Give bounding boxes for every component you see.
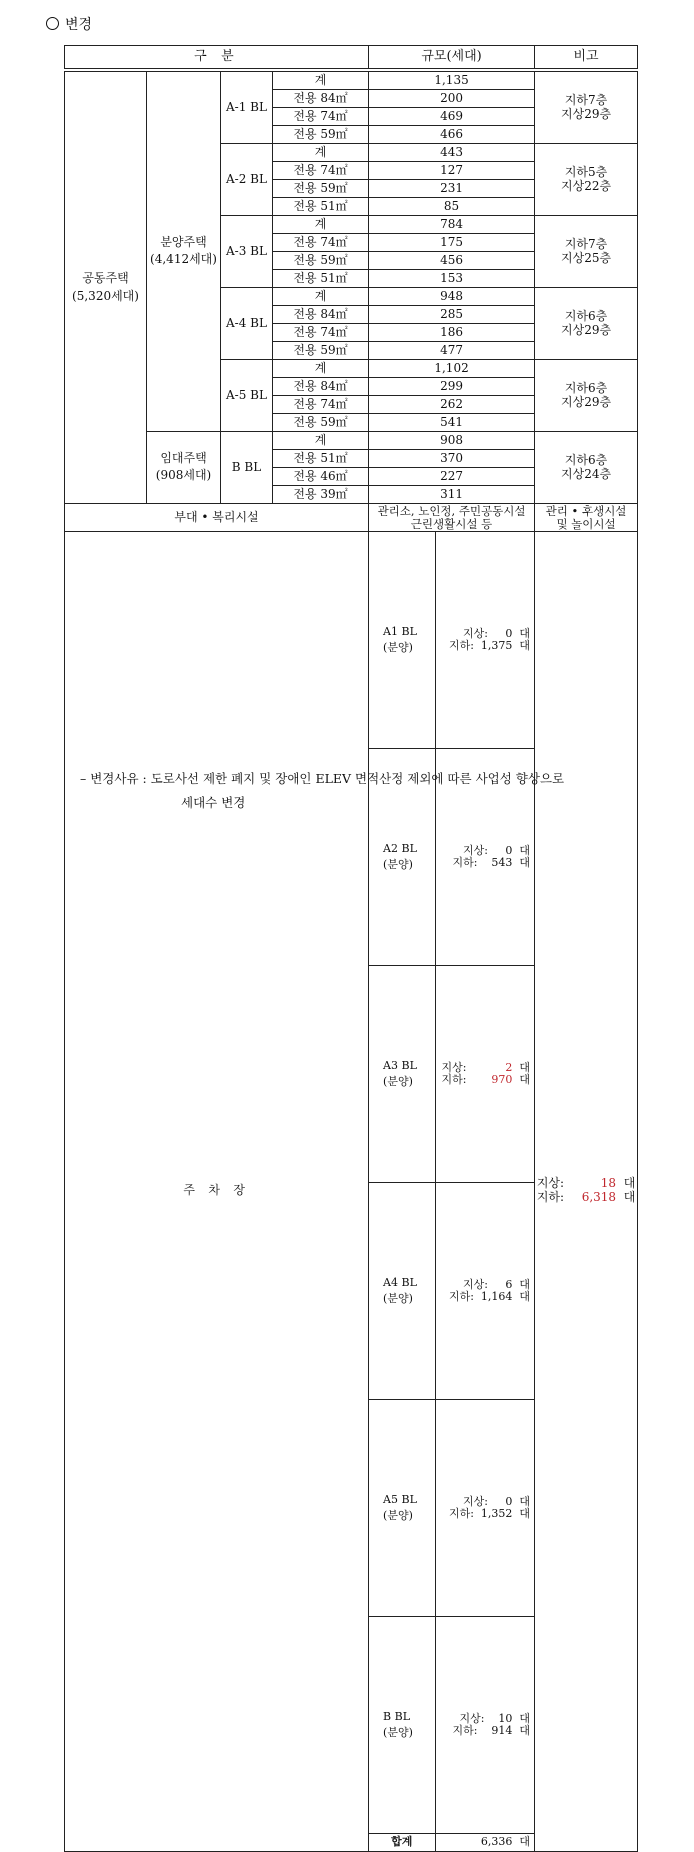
unit-count: 908 (369, 432, 535, 450)
unit-count: 285 (369, 306, 535, 324)
reason-line-2: 세대수 변경 (181, 794, 246, 810)
housing-type-cell: 공동주택 (5,320세대) (65, 72, 147, 504)
block-name: A-1 BL (221, 72, 273, 144)
unit-count: 299 (369, 378, 535, 396)
unit-type: 전용 39㎡ (273, 486, 369, 504)
parking-block-row: A5 BL (분양) 지상: 0 대 지하: 1,352 대 (369, 1400, 534, 1617)
unit-type: 전용 51㎡ (273, 270, 369, 288)
unit-type: 전용 74㎡ (273, 396, 369, 414)
block-note: 지하6층 지상24층 (535, 432, 638, 504)
sale-group-cell: 분양주택 (4,412세대) (147, 72, 221, 432)
circle-bullet-icon (46, 17, 59, 30)
header-division: 구 분 (65, 46, 369, 69)
unit-type: 계 (273, 144, 369, 162)
unit-count: 541 (369, 414, 535, 432)
unit-count: 370 (369, 450, 535, 468)
parking-total-label: 합계 (369, 1834, 435, 1851)
unit-type: 전용 59㎡ (273, 252, 369, 270)
unit-count: 231 (369, 180, 535, 198)
unit-type: 전용 59㎡ (273, 180, 369, 198)
header-row (65, 46, 638, 69)
parking-block-row: B BL (분양) 지상: 10 대 지하: 914 대 (369, 1617, 534, 1834)
unit-type: 전용 59㎡ (273, 126, 369, 144)
unit-type: 전용 59㎡ (273, 414, 369, 432)
unit-count: 127 (369, 162, 535, 180)
unit-count: 262 (369, 396, 535, 414)
facilities-label: 부대 • 복리시설 (65, 504, 369, 532)
block-note: 지하7층 지상29층 (535, 72, 638, 144)
unit-type: 전용 84㎡ (273, 378, 369, 396)
unit-count: 948 (369, 288, 535, 306)
unit-count: 1,102 (369, 360, 535, 378)
parking-block-row: A1 BL (분양) 지상: 0 대 지하: 1,375 대 (369, 532, 534, 749)
unit-type: 계 (273, 360, 369, 378)
parking-detail-table (369, 532, 534, 1851)
section-heading (46, 14, 92, 34)
unit-count: 85 (369, 198, 535, 216)
unit-type: 계 (273, 288, 369, 306)
parking-total-value: 6,336 대 (480, 1835, 531, 1849)
rental-group-cell: 임대주택 (908세대) (147, 432, 221, 504)
unit-count: 443 (369, 144, 535, 162)
unit-type: 계 (273, 72, 369, 90)
unit-plan-table (64, 45, 638, 1852)
unit-count: 456 (369, 252, 535, 270)
unit-count: 469 (369, 108, 535, 126)
unit-type: 전용 59㎡ (273, 342, 369, 360)
facilities-note: 관리 • 후생시설 및 놀이시설 (535, 504, 638, 532)
unit-type: 전용 74㎡ (273, 324, 369, 342)
unit-count: 477 (369, 342, 535, 360)
block-name: A-5 BL (221, 360, 273, 432)
parking-row (65, 532, 638, 1852)
facilities-scale: 관리소, 노인정, 주민공동시설 근린생활시설 등 (369, 504, 535, 532)
block-name: A-3 BL (221, 216, 273, 288)
change-reason (80, 767, 564, 815)
parking-note-cell: 지상: 18 대 지하: 6,318 대 (535, 532, 638, 1852)
unit-type: 전용 74㎡ (273, 234, 369, 252)
unit-count: 466 (369, 126, 535, 144)
table-row (65, 72, 638, 90)
parking-block-row: A2 BL (분양) 지상: 0 대 지하: 543 대 (369, 749, 534, 966)
header-scale: 규모(세대) (369, 46, 535, 69)
unit-count: 153 (369, 270, 535, 288)
parking-label: 주 차 장 (65, 532, 369, 1852)
unit-type: 전용 84㎡ (273, 90, 369, 108)
unit-count: 784 (369, 216, 535, 234)
unit-type: 계 (273, 216, 369, 234)
unit-type: 전용 51㎡ (273, 198, 369, 216)
block-name: A-4 BL (221, 288, 273, 360)
unit-type: 전용 74㎡ (273, 108, 369, 126)
block-note: 지하6층 지상29층 (535, 360, 638, 432)
block-note: 지하7층 지상25층 (535, 216, 638, 288)
unit-type: 전용 84㎡ (273, 306, 369, 324)
unit-count: 1,135 (369, 72, 535, 90)
unit-type: 전용 51㎡ (273, 450, 369, 468)
block-name: A-2 BL (221, 144, 273, 216)
facilities-row (65, 504, 638, 532)
unit-count: 175 (369, 234, 535, 252)
block-note: 지하6층 지상29층 (535, 288, 638, 360)
header-note: 비고 (535, 46, 638, 69)
reason-line-1: – 변경사유 : 도로사선 제한 폐지 및 장애인 ELEV 면적산정 제외에 따른 사업성 향상으로 (80, 771, 565, 786)
unit-type: 계 (273, 432, 369, 450)
heading-text: 변경 (65, 17, 93, 33)
unit-type: 전용 46㎡ (273, 468, 369, 486)
parking-block-row: A4 BL (분양) 지상: 6 대 지하: 1,164 대 (369, 1183, 534, 1400)
unit-count: 186 (369, 324, 535, 342)
unit-count: 311 (369, 486, 535, 504)
unit-type: 전용 74㎡ (273, 162, 369, 180)
block-note: 지하5층 지상22층 (535, 144, 638, 216)
parking-block-row: A3 BL (분양) 지상: 2 대 지하: 970 대 (369, 966, 534, 1183)
unit-count: 200 (369, 90, 535, 108)
parking-total-row (369, 1834, 534, 1851)
unit-count: 227 (369, 468, 535, 486)
table-row (65, 432, 638, 450)
block-name: B BL (221, 432, 273, 504)
parking-detail-cell (369, 532, 535, 1852)
